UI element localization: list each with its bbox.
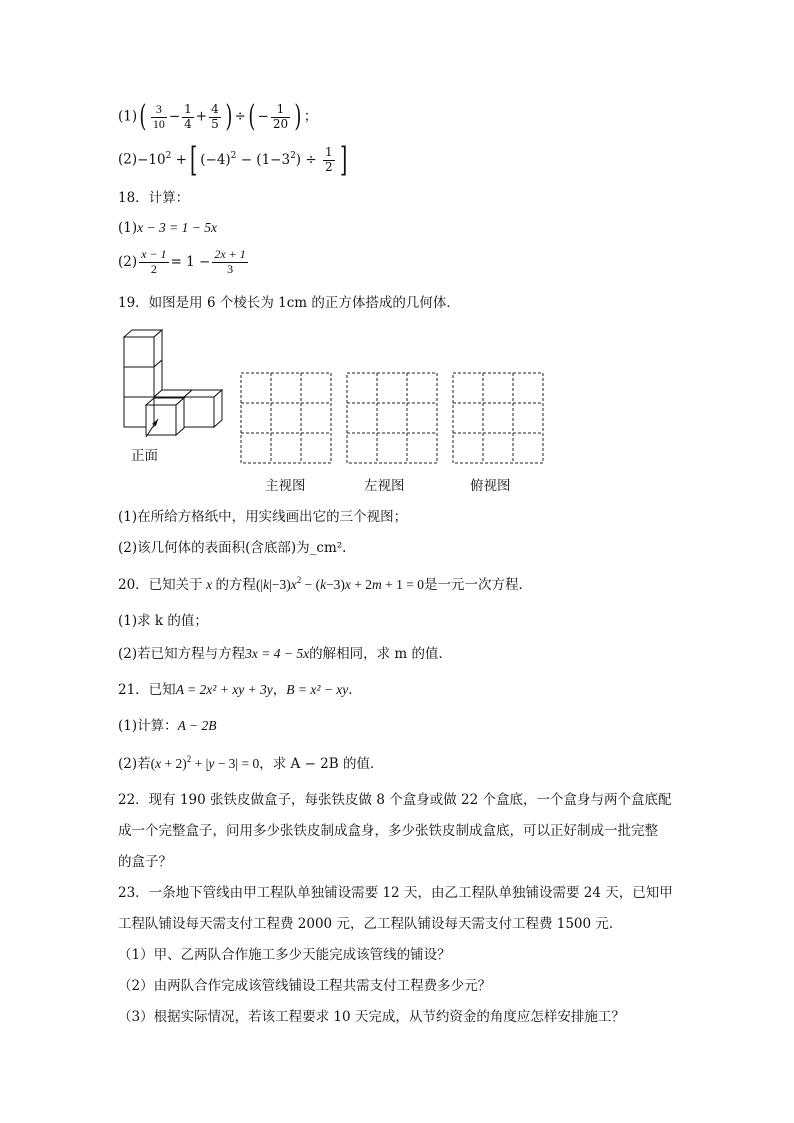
q21-item2: (2)若$(x + 2)^2 + |y - 3| = 0$，求 A − 2B 的值．	[118, 754, 384, 772]
q21-title	[118, 683, 362, 698]
expression-b: B = x² − xy	[286, 682, 349, 697]
fraction: $\frac{x - 1}{2}$	[141, 247, 167, 276]
q21-item1	[118, 719, 216, 734]
q19-item1: (1)在所给方格纸中，用实线画出它的三个视图；	[118, 509, 408, 525]
expression: A − 2B	[177, 718, 217, 733]
item-number: (1)	[118, 108, 138, 125]
q20-item2	[118, 647, 452, 662]
equation: 3x = 4 − 5x	[245, 646, 310, 661]
cube-figure	[118, 327, 228, 462]
q17-item1: (1)( $\frac{3}{10}$ − $\frac{1}{4}$ + $\frac{4}{5}$ ) ÷( − $\frac{1}{20}$ ) ；	[118, 99, 318, 134]
top-view-caption: 俯视图	[470, 478, 511, 494]
q23-item2: （2）由两队合作完成该管线铺设工程共需支付工程费多少元？	[118, 978, 492, 994]
fraction: $\frac{1}{20}$	[272, 101, 289, 131]
item-text: (2)若已知方程与方程	[118, 646, 246, 662]
fraction: $\frac{4}{5}$	[211, 101, 219, 131]
fraction: $\frac{2x + 1}{3}$	[214, 247, 246, 276]
separator: ，	[272, 682, 287, 698]
front-label: 正面	[131, 448, 158, 464]
q23-line2: 工程队铺设每天需支付工程费 2000 元，乙工程队铺设每天需支付工程费 1500 元.	[118, 916, 614, 932]
title-text: 的方程	[215, 577, 256, 593]
title-text: 21．已知	[118, 682, 176, 698]
title-text: 是一元一次方程．	[424, 577, 533, 593]
fraction: $\frac{3}{10}$	[152, 101, 165, 131]
q20-title: 20．已知关于 x 的方程$(|k|-3)x^2 - (k-3)x + 2m + 1 = 0$是一元一次方程．	[118, 575, 533, 593]
q22-line3: 的盒子？	[118, 854, 172, 870]
title-text: 20．已知关于	[118, 577, 203, 593]
q22-line1: 22．现有 190 张铁皮做盒子，每张铁皮做 8 个盒身或做 22 个盒底，一个盒身与两个盒底配	[118, 792, 672, 808]
top-view-grid[interactable]	[452, 372, 542, 462]
item-text: 的解相同，求 m 的值．	[309, 646, 452, 662]
q23-item1: （1）甲、乙两队合作施工多少天能完成该管线的铺设？	[118, 947, 451, 963]
q19-title: 19．如图是用 6 个棱长为 1cm 的正方体搭成的几何体．	[118, 295, 460, 311]
left-view-grid[interactable]	[346, 372, 436, 462]
q20-item1: (1)求 k 的值；	[118, 613, 208, 629]
item-text: ，求 A − 2B 的值．	[259, 756, 384, 772]
q18-title: 18．计算：	[118, 190, 190, 206]
fraction: $\frac{1}{4}$	[184, 101, 192, 131]
q18-item1	[118, 221, 217, 236]
item-number: (2)	[118, 253, 138, 270]
q17-item2: $(2)-10^2$ +[ $(-4)^2 - (1-3^2)$ ÷ $\frac{1}{2}$ ]	[118, 140, 347, 180]
main-view-caption: 主视图	[265, 478, 306, 494]
expression-a: A = 2x² + xy + 3y	[175, 682, 273, 697]
item-text: (1)计算：	[118, 718, 178, 734]
title-text: ．	[348, 682, 362, 698]
item-number: (2)	[118, 151, 138, 168]
item-text: (2)若	[118, 756, 151, 772]
fraction: $\frac{1}{2}$	[324, 144, 333, 174]
paren: (	[139, 99, 147, 134]
item-number: (1)	[118, 220, 138, 236]
q19-item2: (2)该几何体的表面积(含底部)为_cm².	[118, 540, 347, 556]
equation: x − 3 = 1 − 5x	[137, 220, 217, 235]
q18-item2: (2) $\frac{x - 1}{2}$ = 1 − $\frac{2x + 1}{3}$	[118, 247, 246, 276]
main-view-grid[interactable]	[240, 372, 330, 462]
item-suffix: ；	[303, 108, 318, 125]
q23-item3: （3）根据实际情况，若该工程要求 10 天完成，从节约资金的角度应怎样安排施工？	[118, 1009, 625, 1025]
q23-line1: 23．一条地下管线由甲工程队单独铺设需要 12 天，由乙工程队单独铺设需要 24 天，已知甲	[118, 885, 673, 901]
q22-line2: 成一个完整盒子，问用多少张铁皮制成盒身，多少张铁皮制成盒底，可以正好制成一批完整	[118, 823, 658, 839]
left-view-caption: 左视图	[364, 478, 405, 494]
